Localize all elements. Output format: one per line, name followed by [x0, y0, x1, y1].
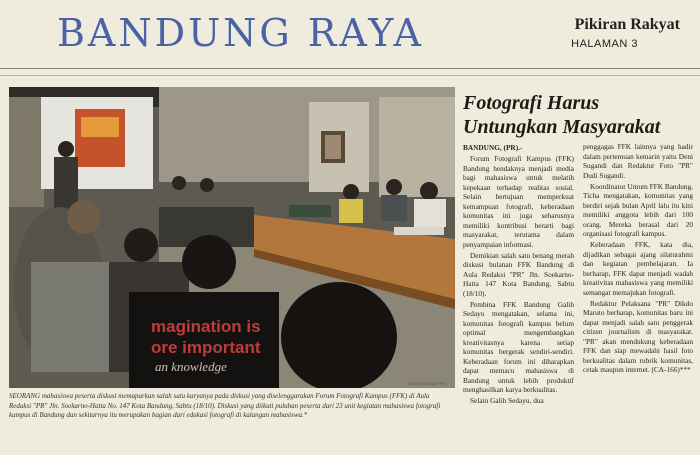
section-title: BANDUNG RAYA	[57, 11, 424, 55]
page-number: HALAMAN 3	[571, 38, 638, 50]
newspaper-name: Pikiran Rakyat	[574, 16, 680, 33]
photo-caption: SEORANG mahasiswa peserta diskusi memaparkan salah satu karyanya pada diskusi yang diselenggarakan Forum Fotografi Kampus (FFK) di Aula Redaksi "PR" Jln. Soekarno-Hatta No. 147 Kota Bandung, Sabtu (18/10). Diskusi yang diikuti puluhan peserta dari 23 unit kegiatan mahasiswa fotografi kampus di Bandung dan sekitarnya itu merupakan bagian dari edukasi fotografi di kalangan mahasiswa.*	[9, 392, 441, 420]
article-paragraph: Demikian salah satu benang merah diskusi bulanan FFK Bandung di Aula Redaksi "PR" Jln. Soekarno-Hatta 147 Kota Bandung, Sabtu (18/10).	[463, 250, 574, 298]
shirt-text-1: magination is	[151, 317, 261, 336]
article-paragraph: penggagas FFK lainnya yang hadir dalam pertemuan kemarin yaitu Deni Sugandi dan Redaktur Foto "PR" Dudi Sugandi.	[583, 142, 693, 180]
article-headline: Fotografi Harus Untungkan Masyarakat	[463, 92, 661, 138]
article-paragraph: Pembina FFK Bandung Galih Sedayu mengatakan, selama ini, komunitas fotografi kampus belum optimal mengembangkan kreativitasnya karena setiap komunitas bergerak sendiri-sendiri. Keberadaan forum ini diharapkan dapat memacu mahasiswa di Bandung untuk lebih produktif menghasilkan karya berkualitas.	[463, 299, 574, 394]
article-paragraph: Keberadaan FFK, kata dia, dijadikan sebagai ajang silaturahmi dan kegiatan pembelajaran. Ia berharap, FFK dapat menjadi wadah kreativitas mahasiswa yang memiliki semangat memajukan fotografi.	[583, 240, 693, 297]
shirt-text-2: ore important	[151, 338, 261, 357]
photo-credit: DUDI SUGANDI/"PR"	[408, 381, 447, 386]
photo-illustration	[9, 87, 455, 388]
article-paragraph: Redaktur Pelaksana "PR" Dikdo Maruto berharap, komunitas baru ini dapat menjadi salah satu penggerak citizen journalism di masyarakat. "PR" akan mendukung keberadaan FFK dan siap mewadahi hasil foto berkualitas dalam rubrik komunitas, cetak maupun internet. (CA-166)***	[583, 298, 693, 374]
article-column-1	[463, 143, 574, 449]
article-paragraph: Selain Galih Sedayu, dua	[470, 396, 544, 405]
shirt-text-3: an knowledge	[155, 359, 227, 374]
article-paragraph: Koordinator Umum FFK Bandung, Ticha mengatakan, komunitas yang berdiri sejak bulan April lalu itu kini memiliki anggota lebih dari 100 orang. Mereka berasal dari 20 organisasi fotografi kampus.	[583, 181, 693, 238]
article-dateline: BANDUNG, (PR).-	[463, 143, 523, 152]
article-column-2	[583, 142, 693, 448]
news-photo	[9, 87, 455, 388]
article-paragraph: Forum Fotografi Kampus (FFK) Bandung hendaknya menjadi media bagi mahasiswa untuk melatih kepekaan terhadap realitas sosial. Selain bertujuan memperkuat kemampuan fotografi, keberadaan komunitas ini juga seharusnya memiliki kontribusi berarti bagi masyarakat, terutama dalam penyampaian informasi.	[463, 154, 574, 249]
header-rule-thin	[0, 75, 700, 76]
header-rule	[0, 68, 700, 69]
